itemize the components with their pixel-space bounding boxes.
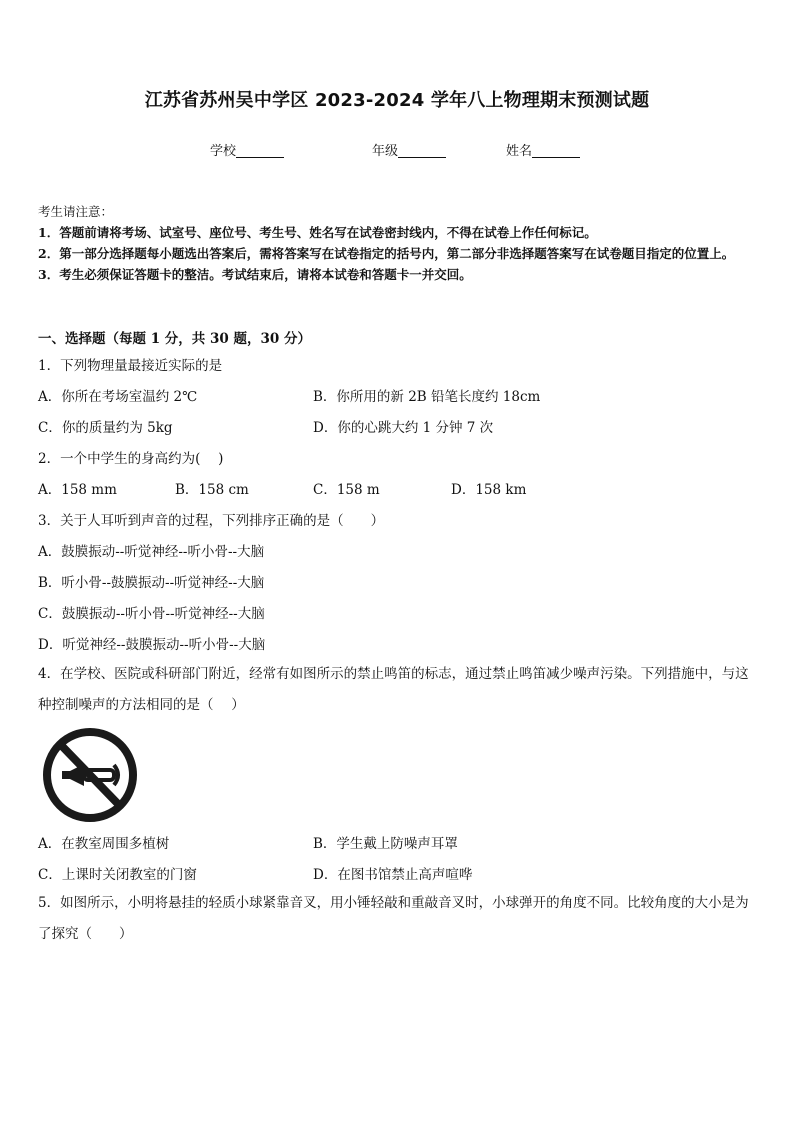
notice-item: 2．第一部分选择题每小题选出答案后，需将答案写在试卷指定的括号内，第二部分非选择题答案写在试卷题目指定的位置上。 — [38, 246, 735, 261]
option-c[interactable]: C．上课时关闭教室的门窗 — [38, 867, 197, 883]
question-stem: 1．下列物理量最接近实际的是 — [38, 358, 223, 374]
name-label: 姓名 — [506, 144, 533, 159]
notice-heading: 考生请注意： — [38, 204, 114, 219]
grade-blank — [398, 143, 446, 158]
option-b[interactable]: B．听小骨--鼓膜振动--听觉神经--大脑 — [38, 575, 265, 591]
notice-block — [38, 201, 760, 285]
option-a[interactable]: A．158 mm — [38, 482, 117, 498]
student-info-row — [0, 140, 794, 160]
option-b[interactable]: B．学生戴上防噪声耳罩 — [313, 836, 458, 852]
option-a[interactable]: A．在教室周围多植树 — [38, 836, 170, 852]
grade-field[interactable] — [372, 140, 446, 159]
option-b[interactable]: B．158 cm — [175, 482, 249, 498]
notice-item: 3．考生必须保证答题卡的整洁。考试结束后，请将本试卷和答题卡一并交回。 — [38, 267, 472, 282]
no-honking-sign-icon — [40, 727, 140, 823]
option-d[interactable]: D．你的心跳大约 1 分钟 7 次 — [313, 420, 494, 436]
option-c[interactable]: C．鼓膜振动--听小骨--听觉神经--大脑 — [38, 606, 265, 622]
option-a[interactable]: A．鼓膜振动--听觉神经--听小骨--大脑 — [38, 544, 265, 560]
question-stem: 2．一个中学生的身高约为( ) — [38, 451, 224, 467]
option-d[interactable]: D．在图书馆禁止高声喧哗 — [313, 867, 473, 883]
section-heading: 一、选择题（每题 1 分，共 30 题，30 分） — [38, 331, 311, 347]
option-b[interactable]: B．你所用的新 2B 铅笔长度约 18cm — [313, 389, 541, 405]
page-title: 江苏省苏州吴中学区 2023-2024 学年八上物理期末预测试题 — [144, 90, 650, 111]
name-field[interactable] — [506, 140, 580, 159]
option-d[interactable]: D．听觉神经--鼓膜振动--听小骨--大脑 — [38, 637, 266, 653]
question-stem: 4．在学校、医院或科研部门附近，经常有如图所示的禁止鸣笛的标志，通过禁止鸣笛减少噪声污染。下列措施中，与这种控制噪声的方法相同的是（ ） — [38, 666, 749, 713]
question-stem: 5．如图所示，小明将悬挂的轻质小球紧靠音叉，用小锤轻敲和重敲音叉时，小球弹开的角度不同。比较角度的大小是为了探究（ ） — [38, 895, 749, 942]
name-blank — [532, 143, 580, 158]
school-label: 学校 — [210, 144, 237, 159]
option-c[interactable]: C．你的质量约为 5kg — [38, 420, 173, 436]
question-stem: 3．关于人耳听到声音的过程，下列排序正确的是（ ） — [38, 513, 385, 529]
grade-label: 年级 — [372, 144, 399, 159]
notice-item: 1．答题前请将考场、试室号、座位号、考生号、姓名写在试卷密封线内，不得在试卷上作任何标记。 — [38, 225, 597, 240]
school-blank — [236, 143, 284, 158]
option-a[interactable]: A．你所在考场室温约 2℃ — [38, 389, 198, 405]
option-d[interactable]: D．158 km — [451, 482, 527, 498]
option-c[interactable]: C．158 m — [313, 482, 380, 498]
school-field[interactable] — [210, 140, 284, 159]
